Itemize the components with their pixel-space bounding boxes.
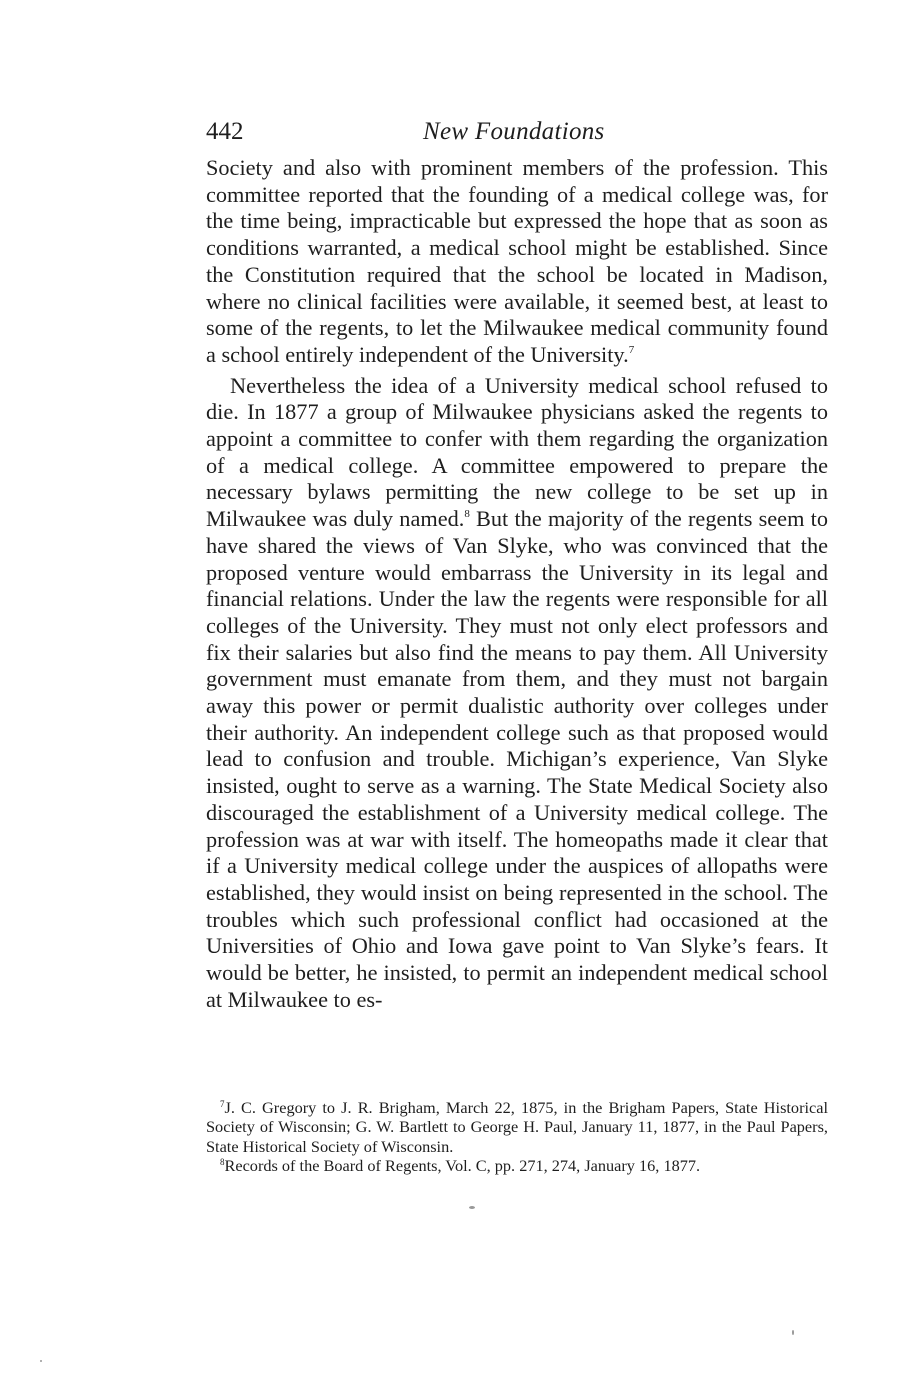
body-text (206, 155, 828, 1014)
footnote-reference: 8 (464, 508, 470, 521)
print-speck (469, 1206, 475, 1209)
footnote-reference: 7 (628, 343, 635, 356)
print-speck (792, 1330, 794, 1335)
paragraph-text: But the majority of the regents seem to have shared the views of Van Slyke, who was convinced that the proposed venture would embarrass the University in its legal and financial relations. Under the law the regents were responsible for all colleges of the University. They must not only elect professors and fix their salaries but also find the means to pay them. All University government must emanate from them, and they must not bargain away this power or permit dualistic authority over colleges under their authority. An independent college such as that proposed would lead to confusion and trouble. Michigan’s experience, Van Slyke insisted, ought to serve as a warning. The State Medical Society also discouraged the establishment of a University medical college. The profession was at war with itself. The homeopaths made it clear that if a University medical college under the auspices of allopaths were established, they would insist on being represented in the school. The troubles which such professional conflict had occasioned at the Universities of Ohio and Iowa gave point to Van Slyke’s fears. It would be better, he insisted, to permit an independent medical school at Milwaukee to es- (206, 506, 828, 1012)
footnote-text: J. C. Gregory to J. R. Brigham, March 22, 1875, in the Brigham Papers, State Historical Society of Wisconsin; G. W. Bartlett to George H. Paul, January 11, 1877, in the Paul Papers, State Historical Society of Wisconsin. (206, 1098, 828, 1156)
running-head: New Foundations (423, 118, 605, 145)
footnote-text: Records of the Board of Regents, Vol. C, pp. 271, 274, January 16, 1877. (224, 1156, 701, 1176)
paragraph-text: Nevertheless the idea of a University medical school refused to die. In 1877 a group of Milwaukee physicians asked the regents to appoint a committee to confer with them regarding the organization of a medical college. A committee empowered to prepare the necessary bylaws permitting the new college to be set up in Milwaukee was duly named. (206, 372, 828, 532)
paragraph (206, 373, 828, 1014)
print-speck (40, 1360, 42, 1362)
paragraph (206, 155, 828, 369)
footnote-mark: 7 (220, 1099, 225, 1109)
footnote-mark: 8 (220, 1157, 225, 1168)
page-header (206, 116, 826, 152)
footnotes (206, 1098, 828, 1176)
footnote (206, 1156, 828, 1175)
paragraph-text: Society and also with prominent members of the profession. This committee reported that the founding of a medical college was, for the time being, impracticable but expressed the hope that as soon as conditions warranted, a medical school might be established. Since the Constitution required that the school be located in Madison, where no clinical facilities were available, it seemed best, at least to some of the regents, to let the Milwaukee medical community found a school entirely independent of the University. (206, 155, 828, 367)
page-number: 442 (206, 118, 244, 145)
footnote (206, 1098, 828, 1156)
